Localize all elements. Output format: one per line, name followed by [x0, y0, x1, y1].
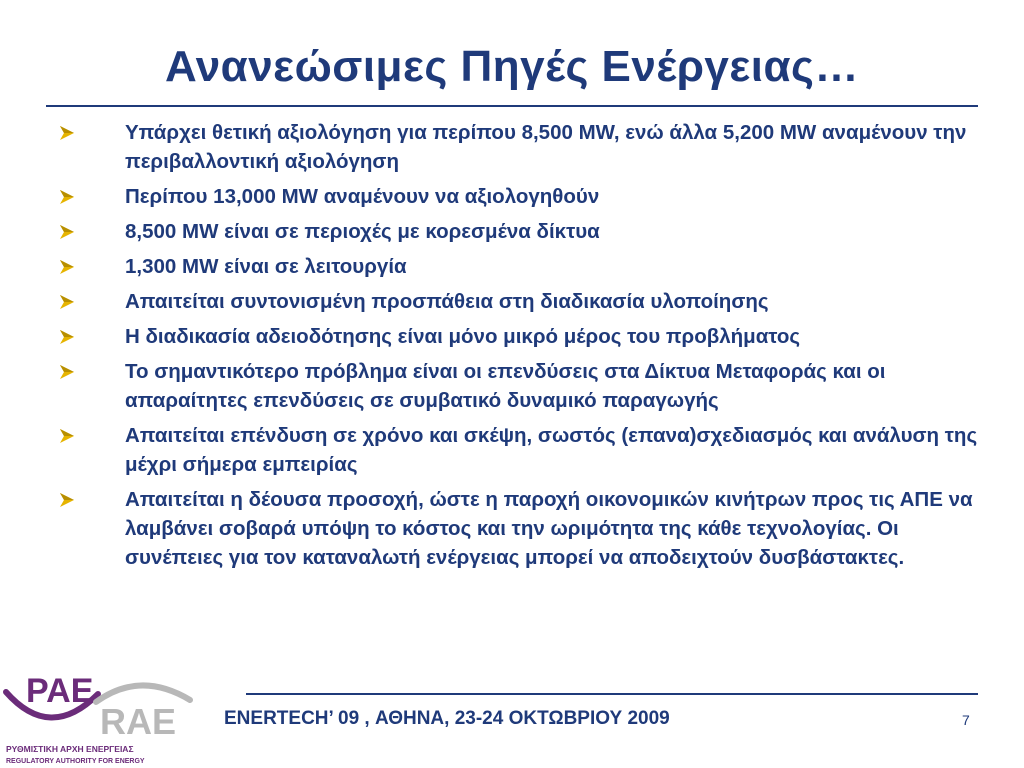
logo-latin-letters: RAE [100, 701, 177, 742]
rae-logo-graphic [0, 672, 200, 768]
arrowhead-bullet-icon [58, 293, 76, 311]
bullet-item [58, 287, 998, 316]
logo-subtitle-en: REGULATORY AUTHORITY FOR ENERGY [6, 758, 145, 765]
bullet-text: Απαιτείται συντονισμένη προσπάθεια στη διαδικασία υλοποίησης [125, 290, 769, 313]
bullet-text: 8,500 MW είναι σε περιοχές με κορεσμένα δίκτυα [125, 220, 600, 243]
bullet-item [58, 421, 998, 479]
title-divider [46, 105, 978, 107]
logo-greek-letters: ΡΑΕ [26, 672, 94, 710]
slide-title: Ανανεώσιμες Πηγές Ενέργειας… [165, 42, 859, 91]
arrowhead-bullet-icon [58, 328, 76, 346]
bullet-item [58, 485, 998, 572]
bullet-item [58, 252, 998, 281]
arrowhead-bullet-icon [58, 124, 76, 142]
bullet-text: Απαιτείται η δέουσα προσοχή, ώστε η παροχή οικονομικών κινήτρων προς τις ΑΠΕ να λαμβάνει σοβαρά υπόψη το κόστος και την ωριμότητα της κάθε τεχνολογίας. Οι συνέπειες για τον καταναλωτή ενέργειας μπορεί να αποδειχτούν δυσβάστακτες. [125, 488, 973, 569]
arrowhead-bullet-icon [58, 491, 76, 509]
bullet-text: Περίπου 13,000 MW αναμένουν να αξιολογηθούν [125, 185, 600, 208]
bullet-text: Η διαδικασία αδειοδότησης είναι μόνο μικρό μέρος του προβλήματος [125, 325, 801, 348]
bullet-text: Απαιτείται επένδυση σε χρόνο και σκέψη, σωστός (επανα)σχεδιασμός και ανάλυση της μέχρι σήμερα εμπειρίας [125, 424, 978, 476]
arrowhead-bullet-icon [58, 223, 76, 241]
bullet-item [58, 217, 998, 246]
arrowhead-bullet-icon [58, 427, 76, 445]
bullet-text: 1,300 MW είναι σε λειτουργία [125, 255, 407, 278]
page-number: 7 [962, 712, 970, 728]
bullet-text: Το σημαντικότερο πρόβλημα είναι οι επενδύσεις στα Δίκτυα Μεταφοράς και οι απαραίτητες επενδύσεις σε συμβατικό δυναμικό παραγωγής [125, 360, 886, 412]
bullet-list [58, 118, 998, 578]
rae-logo [0, 672, 200, 768]
bullet-text: Υπάρχει θετική αξιολόγηση για περίπου 8,500 MW, ενώ άλλα 5,200 MW αναμένουν την περιβαλλοντική αξιολόγηση [125, 121, 967, 173]
footer-divider [246, 693, 978, 695]
bullet-item [58, 118, 998, 176]
arrowhead-bullet-icon [58, 363, 76, 381]
bullet-item [58, 357, 998, 415]
arrowhead-bullet-icon [58, 188, 76, 206]
bullet-item [58, 322, 998, 351]
logo-subtitle-gr: ΡΥΘΜΙΣΤΙΚΗ ΑΡΧΗ ΕΝΕΡΓΕΙΑΣ [6, 744, 134, 754]
arrowhead-bullet-icon [58, 258, 76, 276]
footer-event: ENERTECH’ 09 , ΑΘΗΝΑ, 23-24 ΟΚΤΩΒΡΙΟΥ 2009 [224, 708, 670, 729]
bullet-item [58, 182, 998, 211]
